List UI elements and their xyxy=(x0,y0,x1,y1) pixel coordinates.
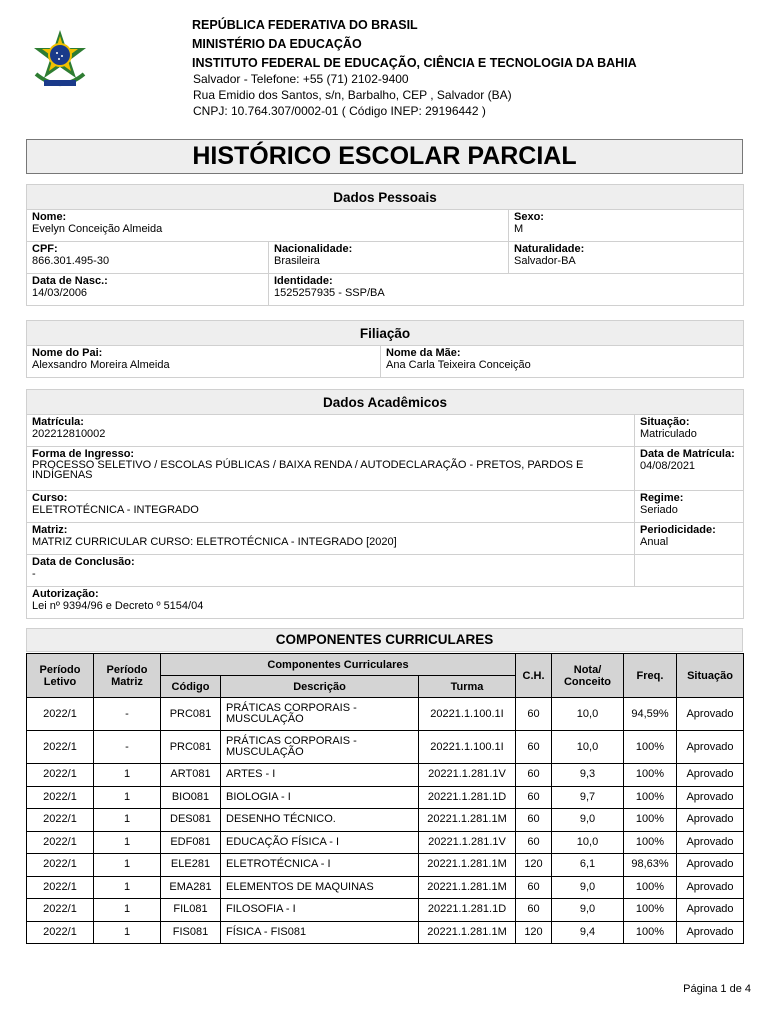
col-frequency: Freq. xyxy=(624,654,677,698)
col-group-components: Componentes Curriculares xyxy=(161,654,516,676)
components-heading: COMPONENTES CURRICULARES xyxy=(26,628,743,652)
cell-code: FIL081 xyxy=(161,899,221,922)
completion-cell: Data de Conclusão: - xyxy=(27,555,635,587)
page-number: Página 1 de 4 xyxy=(683,983,751,995)
sex-cell: Sexo: M xyxy=(509,210,744,242)
cell-status: Aprovado xyxy=(677,854,744,877)
cell-class: 20221.1.281.1D xyxy=(419,786,516,809)
cell-ch: 120 xyxy=(516,854,552,877)
cell-ch: 120 xyxy=(516,921,552,944)
col-description: Descrição xyxy=(221,676,419,698)
birthdate-cell: Data de Nasc.: 14/03/2006 xyxy=(27,274,269,306)
cell-period-letivo: 2022/1 xyxy=(27,731,94,764)
cell-class: 20221.1.281.1M xyxy=(419,921,516,944)
cell-grade: 9,0 xyxy=(552,899,624,922)
cell-period-letivo: 2022/1 xyxy=(27,786,94,809)
cell-frequency: 100% xyxy=(624,786,677,809)
cell-description: FILOSOFIA - I xyxy=(221,899,419,922)
cell-grade: 9,7 xyxy=(552,786,624,809)
cell-ch: 60 xyxy=(516,764,552,787)
academic-data-table xyxy=(26,389,744,619)
cell-status: Aprovado xyxy=(677,876,744,899)
section-heading: Filiação xyxy=(27,321,744,346)
section-heading: Dados Acadêmicos xyxy=(27,390,744,415)
cpf-cell: CPF: 866.301.495-30 xyxy=(27,242,269,274)
birthplace-cell: Naturalidade: Salvador-BA xyxy=(509,242,744,274)
cell-status: Aprovado xyxy=(677,921,744,944)
cell-period-letivo: 2022/1 xyxy=(27,831,94,854)
col-code: Código xyxy=(161,676,221,698)
cell-ch: 60 xyxy=(516,831,552,854)
cell-ch: 60 xyxy=(516,809,552,832)
cell-ch: 60 xyxy=(516,899,552,922)
cell-period-matriz: 1 xyxy=(94,764,161,787)
cell-period-matriz: - xyxy=(94,731,161,764)
cell-description: PRÁTICAS CORPORAIS - MUSCULAÇÃO xyxy=(221,698,419,731)
section-heading: Dados Pessoais xyxy=(27,185,744,210)
parentage-table xyxy=(26,320,744,378)
document-header xyxy=(0,0,768,130)
cell-code: EMA281 xyxy=(161,876,221,899)
table-row xyxy=(27,731,744,764)
cell-period-matriz: - xyxy=(94,698,161,731)
cell-grade: 6,1 xyxy=(552,854,624,877)
cell-class: 20221.1.281.1V xyxy=(419,764,516,787)
cell-grade: 9,0 xyxy=(552,809,624,832)
table-row xyxy=(27,854,744,877)
cell-grade: 10,0 xyxy=(552,698,624,731)
table-row xyxy=(27,786,744,809)
table-row xyxy=(27,899,744,922)
cell-ch: 60 xyxy=(516,876,552,899)
enrollment-date-cell: Data de Matrícula: 04/08/2021 xyxy=(635,447,744,491)
col-period-matriz: Período Matriz xyxy=(94,654,161,698)
cell-grade: 9,4 xyxy=(552,921,624,944)
mother-cell: Nome da Mãe: Ana Carla Teixeira Conceição xyxy=(381,346,744,378)
cell-grade: 9,0 xyxy=(552,876,624,899)
cell-frequency: 100% xyxy=(624,876,677,899)
cell-period-letivo: 2022/1 xyxy=(27,899,94,922)
cell-period-matriz: 1 xyxy=(94,921,161,944)
cell-period-matriz: 1 xyxy=(94,854,161,877)
cell-code: ART081 xyxy=(161,764,221,787)
header-phone: Salvador - Telefone: +55 (71) 2102-9400 xyxy=(193,72,409,86)
cell-status: Aprovado xyxy=(677,731,744,764)
col-status: Situação xyxy=(677,654,744,698)
course-cell: Curso: ELETROTÉCNICA - INTEGRADO xyxy=(27,491,635,523)
cell-period-matriz: 1 xyxy=(94,899,161,922)
cell-class: 20221.1.100.1I xyxy=(419,698,516,731)
cell-class: 20221.1.100.1I xyxy=(419,731,516,764)
table-row xyxy=(27,921,744,944)
cell-frequency: 94,59% xyxy=(624,698,677,731)
cell-period-matriz: 1 xyxy=(94,786,161,809)
cell-period-letivo: 2022/1 xyxy=(27,809,94,832)
cell-period-letivo: 2022/1 xyxy=(27,698,94,731)
cell-description: ELEMENTOS DE MAQUINAS xyxy=(221,876,419,899)
periodicity-cell: Periodicidade: Anual xyxy=(635,523,744,555)
admission-cell: Forma de Ingresso: PROCESSO SELETIVO / ESCOLAS PÚBLICAS / BAIXA RENDA / AUTODECLARAÇÃO - PRETOS, PARDOS E INDÍGENAS xyxy=(27,447,635,491)
cell-period-letivo: 2022/1 xyxy=(27,876,94,899)
table-row xyxy=(27,764,744,787)
table-row xyxy=(27,698,744,731)
identity-cell: Identidade: 1525257935 - SSP/BA xyxy=(269,274,744,306)
table-row xyxy=(27,876,744,899)
cell-period-matriz: 1 xyxy=(94,831,161,854)
cell-status: Aprovado xyxy=(677,786,744,809)
cell-frequency: 100% xyxy=(624,764,677,787)
cell-ch: 60 xyxy=(516,698,552,731)
cell-description: FÍSICA - FIS081 xyxy=(221,921,419,944)
cell-description: ARTES - I xyxy=(221,764,419,787)
col-ch: C.H. xyxy=(516,654,552,698)
cell-frequency: 100% xyxy=(624,921,677,944)
name-cell: Nome: Evelyn Conceição Almeida xyxy=(27,210,509,242)
cell-ch: 60 xyxy=(516,731,552,764)
cell-code: FIS081 xyxy=(161,921,221,944)
cell-code: DES081 xyxy=(161,809,221,832)
cell-code: PRC081 xyxy=(161,731,221,764)
cell-code: BIO081 xyxy=(161,786,221,809)
cell-description: PRÁTICAS CORPORAIS - MUSCULAÇÃO xyxy=(221,731,419,764)
cell-grade: 9,3 xyxy=(552,764,624,787)
curriculum-cell: Matriz: MATRIZ CURRICULAR CURSO: ELETROTÉCNICA - INTEGRADO [2020] xyxy=(27,523,635,555)
header-institute: INSTITUTO FEDERAL DE EDUCAÇÃO, CIÊNCIA E TECNOLOGIA DA BAHIA xyxy=(192,56,637,70)
cell-period-letivo: 2022/1 xyxy=(27,854,94,877)
col-grade: Nota/ Conceito xyxy=(552,654,624,698)
cell-status: Aprovado xyxy=(677,764,744,787)
components-table xyxy=(26,653,744,944)
cell-frequency: 100% xyxy=(624,899,677,922)
table-row xyxy=(27,809,744,832)
cell-period-matriz: 1 xyxy=(94,809,161,832)
regime-cell: Regime: Seriado xyxy=(635,491,744,523)
cell-ch: 60 xyxy=(516,786,552,809)
cell-frequency: 98,63% xyxy=(624,854,677,877)
cell-frequency: 100% xyxy=(624,731,677,764)
father-cell: Nome do Pai: Alexsandro Moreira Almeida xyxy=(27,346,381,378)
document-title: HISTÓRICO ESCOLAR PARCIAL xyxy=(26,139,743,174)
cell-period-letivo: 2022/1 xyxy=(27,921,94,944)
cell-description: EDUCAÇÃO FÍSICA - I xyxy=(221,831,419,854)
col-class: Turma xyxy=(419,676,516,698)
cell-class: 20221.1.281.1M xyxy=(419,809,516,832)
cell-frequency: 100% xyxy=(624,831,677,854)
cell-status: Aprovado xyxy=(677,899,744,922)
nationality-cell: Nacionalidade: Brasileira xyxy=(269,242,509,274)
authorization-cell: Autorização: Lei nº 9394/96 e Decreto º 5154/04 xyxy=(27,587,744,619)
header-cnpj: CNPJ: 10.764.307/0002-01 ( Código INEP: 29196442 ) xyxy=(193,104,486,118)
cell-period-matriz: 1 xyxy=(94,876,161,899)
status-cell: Situação: Matriculado xyxy=(635,415,744,447)
cell-class: 20221.1.281.1M xyxy=(419,854,516,877)
header-republic: REPÚBLICA FEDERATIVA DO BRASIL xyxy=(192,18,418,32)
cell-status: Aprovado xyxy=(677,809,744,832)
cell-description: ELETROTÉCNICA - I xyxy=(221,854,419,877)
cell-description: DESENHO TÉCNICO. xyxy=(221,809,419,832)
cell-class: 20221.1.281.1M xyxy=(419,876,516,899)
cell-code: EDF081 xyxy=(161,831,221,854)
empty-cell xyxy=(635,555,744,587)
cell-frequency: 100% xyxy=(624,809,677,832)
cell-code: PRC081 xyxy=(161,698,221,731)
cell-period-letivo: 2022/1 xyxy=(27,764,94,787)
table-row xyxy=(27,831,744,854)
coat-of-arms-icon xyxy=(30,28,90,94)
registration-cell: Matrícula: 202212810002 xyxy=(27,415,635,447)
cell-grade: 10,0 xyxy=(552,731,624,764)
cell-class: 20221.1.281.1D xyxy=(419,899,516,922)
cell-code: ELE281 xyxy=(161,854,221,877)
col-period-letivo: Período Letivo xyxy=(27,654,94,698)
cell-class: 20221.1.281.1V xyxy=(419,831,516,854)
header-ministry: MINISTÉRIO DA EDUCAÇÃO xyxy=(192,37,362,51)
cell-grade: 10,0 xyxy=(552,831,624,854)
personal-data-table xyxy=(26,184,744,306)
header-address: Rua Emidio dos Santos, s/n, Barbalho, CEP , Salvador (BA) xyxy=(193,88,512,102)
cell-description: BIOLOGIA - I xyxy=(221,786,419,809)
cell-status: Aprovado xyxy=(677,698,744,731)
cell-status: Aprovado xyxy=(677,831,744,854)
